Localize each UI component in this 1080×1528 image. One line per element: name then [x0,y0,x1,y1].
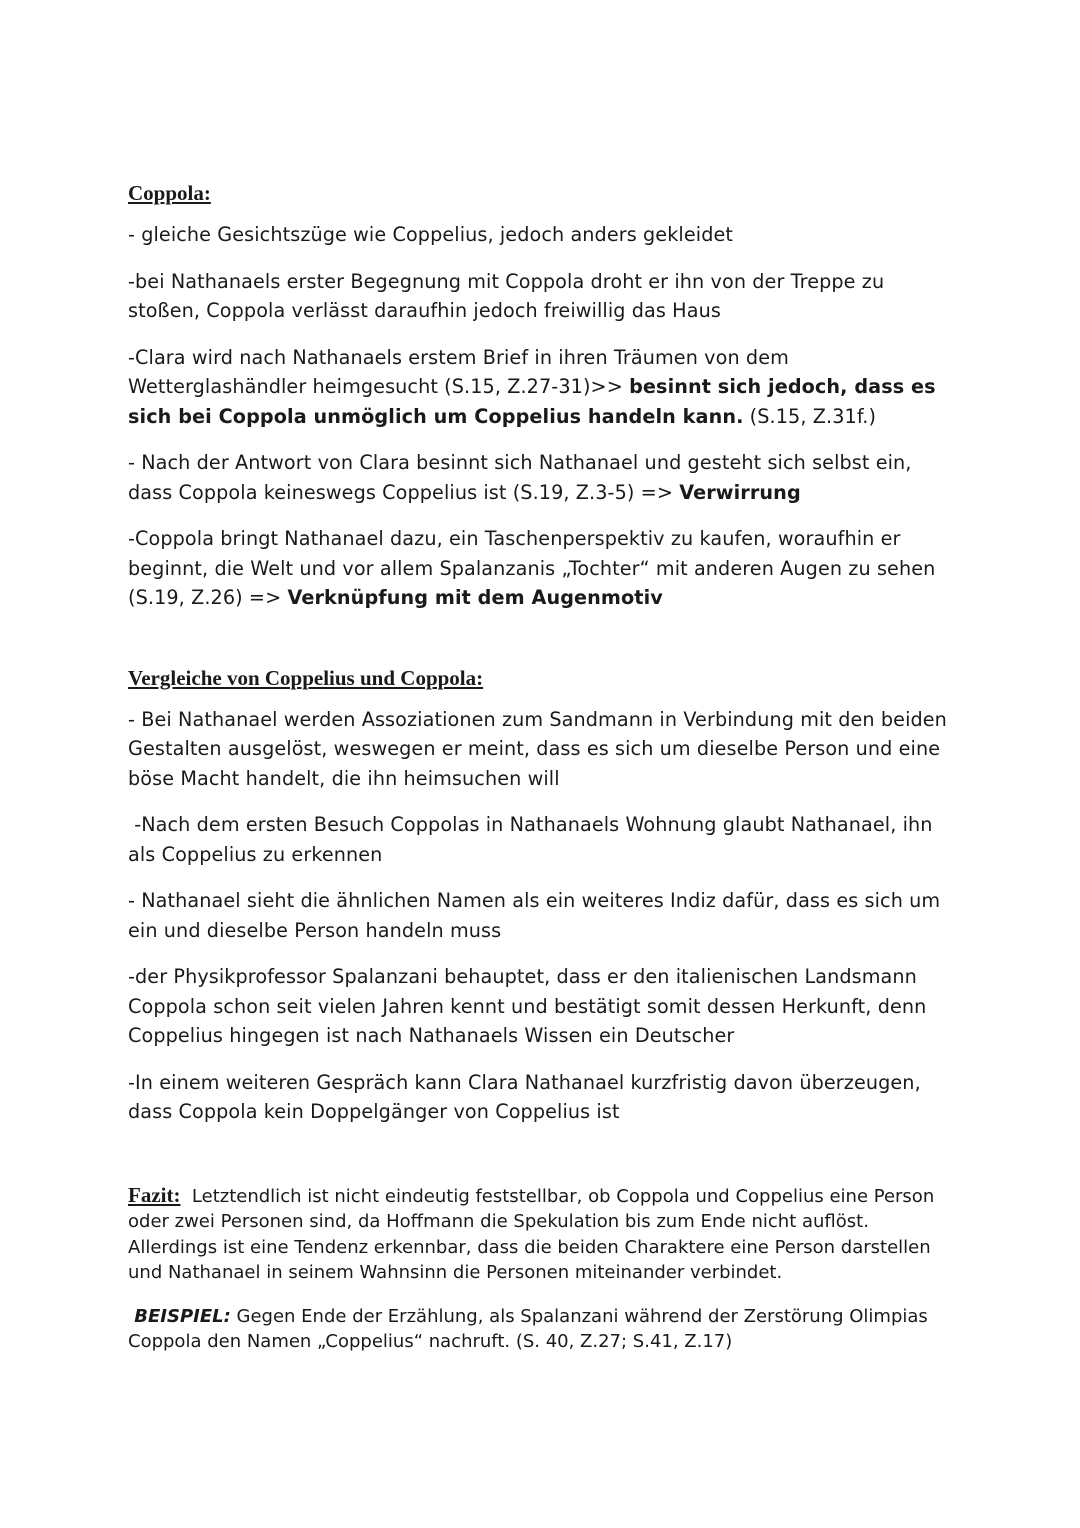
paragraph [128,524,958,613]
fazit-text: Letztendlich ist nicht eindeutig feststellbar, ob Coppola und Coppelius eine Person oder zwei Personen sind, da Hoffmann die Spekulation bis zum Ende nicht auflöst. Allerdings ist eine Tendenz erkennbar, dass die beiden Charaktere eine Person darstellen und Nathanael in seinem Wahnsinn die Personen miteinander verbindet. [128,1185,940,1283]
paragraph [128,448,958,507]
paragraph: - Bei Nathanael werden Assoziationen zum Sandmann in Verbindung mit den beiden Gestalten ausgelöst, weswegen er meint, dass es sich um dieselbe Person und eine böse Macht handelt, die ihn heimsuchen will [128,707,947,790]
paragraph-text: -Coppola bringt Nathanael dazu, ein Taschenperspektiv zu kaufen, woraufhin er beginnt, die Welt und vor allem Spalanzanis „Tochter“ mit anderen Augen zu sehen (S.19, Z.26) => [128,527,936,609]
heading-coppola: Coppola: [128,181,211,205]
citation-text: (S.15, Z.31f.) [743,404,877,428]
paragraph: -Nach dem ersten Besuch Coppolas in Nathanaels Wohnung glaubt Nathanael, ihn als Coppelius zu erkennen [128,813,939,866]
fazit-label: Fazit: [128,1182,181,1207]
paragraph-bold-text: besinnt sich jedoch, dass es sich bei Coppola unmöglich um Coppelius handeln kann. [128,375,936,428]
section-vergleich [128,663,958,1127]
paragraph-text: - Nach der Antwort von Clara besinnt sich Nathanael und gesteht sich selbst ein, dass Coppola keineswegs Coppelius ist (S.19, Z.3-5) => [128,451,912,504]
paragraph: - Nathanael sieht die ähnlichen Namen als ein weiteres Indiz dafür, dass es sich um ein und dieselbe Person handeln muss [128,889,941,942]
document-page [128,178,958,1355]
paragraph: - gleiche Gesichtszüge wie Coppelius, jedoch anders gekleidet [128,223,733,246]
section-beispiel [128,1304,958,1355]
conclusion-bold-text: Verwirrung [679,480,801,504]
section-coppola [128,178,958,613]
paragraph-text: -Clara wird nach Nathanaels erstem Brief in ihren Träumen von dem Wetterglashändler heimgesucht (S.15, Z.27-31)>> [128,345,789,398]
beispiel-label: BEISPIEL: [128,1305,231,1327]
section-fazit [128,1183,958,1286]
conclusion-bold-text: Verknüpfung mit dem Augenmotiv [287,586,663,609]
paragraph: -der Physikprofessor Spalanzani behauptet, dass er den italienischen Landsmann Coppola schon seit vielen Jahren kennt und bestätigt somit dessen Herkunft, denn Coppelius hingegen ist nach Nathanaels Wissen ein Deutscher [128,965,927,1047]
paragraph: -bei Nathanaels erster Begegnung mit Coppola droht er ihn von der Treppe zu stoßen, Coppola verlässt daraufhin jedoch freiwillig das Haus [128,269,885,322]
beispiel-text: Gegen Ende der Erzählung, als Spalanzani während der Zerstörung Olimpias Coppola den Namen „Coppelius“ nachruft. (S. 40, Z.27; S.41, Z.17) [128,1305,934,1352]
paragraph: -In einem weiteren Gespräch kann Clara Nathanael kurzfristig davon überzeugen, dass Coppola kein Doppelgänger von Coppelius ist [128,1070,921,1123]
heading-vergleich: Vergleiche von Coppelius und Coppola: [128,665,484,690]
paragraph [128,343,958,432]
